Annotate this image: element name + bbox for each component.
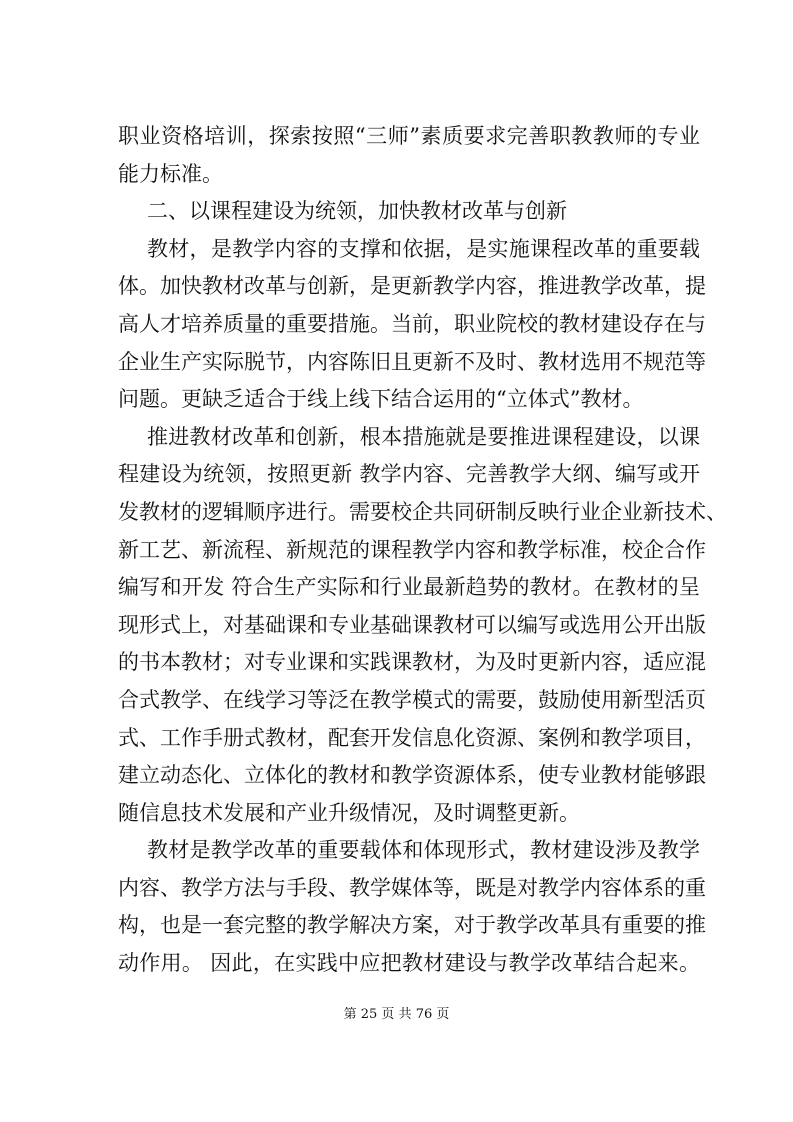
- text-line: 动作用。 因此，在实践中应把教材建设与教学改革结合起来。: [118, 951, 700, 976]
- text-line: 企业生产实际脱节，内容陈旧且更新不及时、教材选用不规范等: [118, 349, 706, 374]
- text-line: 编写和开发 符合生产实际和行业最新趋势的教材。在教材的呈: [118, 575, 700, 600]
- text-line: 现形式上，对基础课和专业基础课教材可以编写或选用公开出版: [118, 612, 706, 637]
- document-body: [118, 118, 727, 983]
- text-line: 二、以课程建设为统领，加快教材改革与创新: [147, 199, 567, 224]
- text-line: 内容、教学方法与手段、教学媒体等，既是对教学内容体系的重: [118, 875, 706, 900]
- text-line: 职业资格培训，探索按照“三师”素质要求完善职教教师的专业: [118, 124, 700, 148]
- text-line: 程建设为统领，按照更新 教学内容、完善教学大纲、编写或开: [118, 462, 700, 487]
- text-line: 教材，是教学内容的支撑和依据，是实施课程改革的重要载: [147, 236, 700, 261]
- text-line: 随信息技术发展和产业升级情况，及时调整更新。: [118, 800, 580, 825]
- text-line: 合式教学、在线学习等泛在教学模式的需要，鼓励使用新型活页: [118, 687, 706, 712]
- text-line: 教材是教学改革的重要载体和体现形式，教材建设涉及教学: [147, 838, 700, 863]
- text-line: 问题。更缺乏适合于线上线下结合运用的“立体式”教材。: [118, 387, 644, 412]
- text-line: 建立动态化、立体化的教材和教学资源体系，使专业教材能够跟: [118, 763, 706, 788]
- text-line: 高人才培养质量的重要措施。当前，职业院校的教材建设存在与: [118, 311, 706, 336]
- text-line: 式、工作手册式教材，配套开发信息化资源、案例和教学项目，: [118, 725, 706, 750]
- page-number: 第 25 页 共 76 页: [343, 1007, 450, 1022]
- text-line: 发教材的逻辑顺序进行。需要校企共同研制反映行业企业新技术、: [118, 499, 727, 524]
- text-line: 构，也是一套完整的教学解决方案，对于教学改革具有重要的推: [118, 913, 706, 938]
- text-line: 能力标准。: [118, 161, 223, 186]
- text-line: 推进教材改革和创新，根本措施就是要推进课程建设，以课: [147, 424, 700, 449]
- text-line: 体。加快教材改革与创新，是更新教学内容，推进教学改革，提: [118, 274, 706, 299]
- text-line: 新工艺、新流程、新规范的课程教学内容和教学标准，校企合作: [118, 537, 706, 562]
- text-line: 的书本教材；对专业课和实践课教材，为及时更新内容，适应混: [118, 650, 706, 675]
